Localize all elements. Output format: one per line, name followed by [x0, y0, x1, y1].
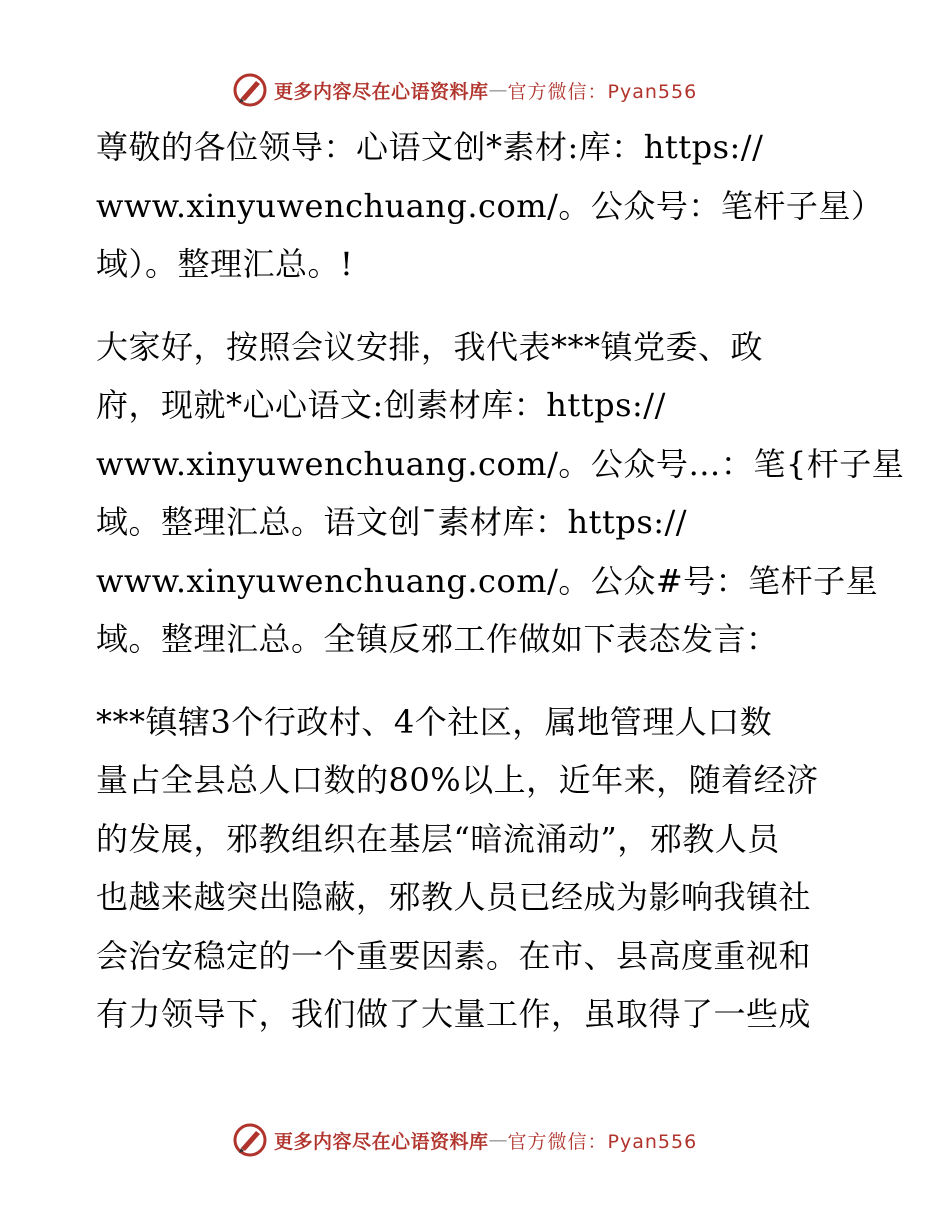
banner-title: 更多内容尽在心语资料库 [274, 1130, 489, 1153]
text-line: 会治安稳定的一个重要因素。在市、县高度重视和 [96, 936, 812, 975]
text-line: 域。整理汇总。语文创¯素材库：https:// [96, 503, 688, 541]
paragraph [96, 118, 884, 294]
header-banner [232, 70, 712, 110]
banner-wechat: 官方微信：Pyan556 [507, 80, 698, 103]
banner-wechat: 官方微信：Pyan556 [507, 1130, 698, 1153]
text-line: www.xinyuwenchuang.com/。公众号：笔杆子星） [96, 186, 884, 225]
document-body [96, 118, 905, 1068]
banner-separator: — [488, 79, 508, 101]
text-line: 尊敬的各位领导：心语文创*素材:库：https:// [96, 128, 764, 166]
text-line: 域）。整理汇总。! [96, 245, 354, 283]
text-line: 也越来越突出隐蔽，邪教人员已经成为影响我镇社 [96, 878, 812, 916]
pen-logo-icon [232, 72, 268, 108]
text-line: 域。整理汇总。全镇反邪工作做如下表态发言： [96, 620, 779, 658]
pen-logo-icon [232, 1122, 268, 1158]
footer-banner [232, 1120, 712, 1160]
text-line: 大家好，按照会议安排，我代表***镇党委、政 [96, 327, 764, 366]
banner-title: 更多内容尽在心语资料库 [274, 80, 489, 103]
text-line: 有力领导下，我们做了大量工作，虽取得了一些成 [96, 995, 812, 1033]
text-line: 量占全县总人口数的80%以上，近年来，随着经济 [96, 761, 819, 799]
banner-separator: — [488, 1129, 508, 1151]
paragraph [96, 318, 905, 669]
text-line: www.xinyuwenchuang.com/。公众#号：笔杆子星 [96, 561, 879, 600]
paragraph [96, 693, 856, 1044]
text-line: ***镇辖3个行政村、4个社区，属地管理人口数 [96, 702, 773, 741]
text-line: www.xinyuwenchuang.com/。公众号…：笔{杆子星 [96, 444, 905, 483]
text-line: 的发展，邪教组织在基层“暗流涌动”，邪教人员 [96, 819, 780, 858]
text-line: 府，现就*心心语文:创素材库：https:// [96, 386, 666, 424]
